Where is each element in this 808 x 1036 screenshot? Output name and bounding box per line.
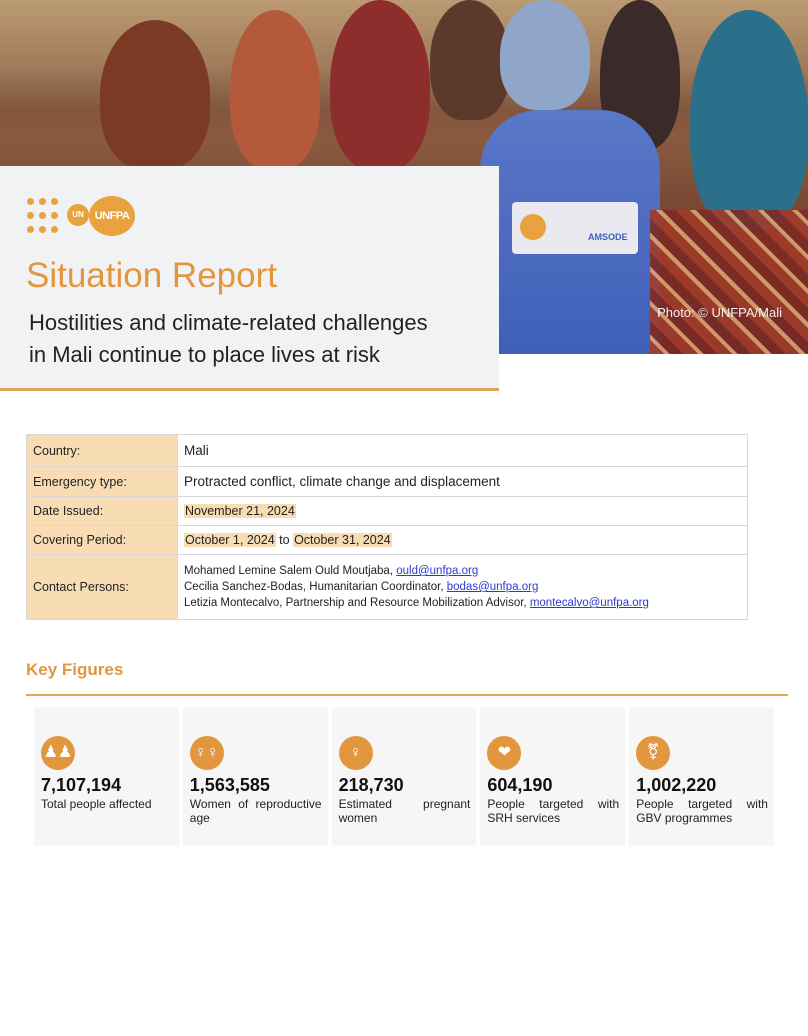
country-value: Mali (178, 435, 748, 467)
people-group-icon: ♟♟ (41, 736, 75, 770)
patterned-rug (650, 210, 808, 354)
figure-value: 604,190 (487, 775, 553, 795)
key-figure-card (183, 707, 328, 846)
table-row-date (27, 497, 748, 526)
country-label: Country: (27, 435, 178, 467)
gender-symbol-icon: ⚧ (636, 736, 670, 770)
figure-value: 1,563,585 (189, 775, 270, 795)
subtitle-line-2: in Mali continue to place lives at risk (29, 342, 380, 367)
section-divider (26, 694, 788, 696)
report-info-table (26, 434, 748, 620)
figure-value: 7,107,194 (41, 775, 122, 795)
key-figure-card (480, 707, 625, 846)
unfpa-wordmark: UNFPA (89, 196, 135, 236)
contacts-label: Contact Persons: (27, 555, 178, 620)
figure-value: 218,730 (338, 775, 404, 795)
key-figure-card (629, 707, 774, 846)
person-figure (230, 10, 320, 170)
heart-plus-icon: ❤ (487, 736, 521, 770)
key-figures-title: Key Figures (26, 660, 124, 679)
emergency-label: Emergency type: (27, 467, 178, 497)
figure-value: 1,002,220 (636, 775, 717, 795)
figure-label: People targeted with GBV programmes (636, 797, 768, 825)
period-to: October 31, 2024 (294, 533, 391, 547)
contact-line (184, 595, 741, 611)
unfpa-logo-icon (520, 214, 546, 240)
person-figure (100, 20, 210, 170)
contact-line (184, 563, 741, 579)
table-row-period (27, 526, 748, 555)
contact-email-link[interactable]: ould@unfpa.org (396, 565, 479, 577)
key-figures-row (34, 707, 774, 846)
table-row-contacts (27, 555, 748, 620)
figure-label: Women of reproductive age (189, 797, 322, 825)
vest-label (512, 202, 638, 254)
person-figure (500, 0, 590, 110)
date-value: November 21, 2024 (185, 504, 295, 518)
date-label: Date Issued: (27, 497, 178, 526)
key-figure-card (34, 707, 179, 846)
emergency-value: Protracted conflict, climate change and displacement (178, 467, 748, 497)
period-to-word: to (279, 533, 290, 547)
contact-line (184, 579, 741, 595)
women-icon: ♀♀ (190, 736, 224, 770)
person-figure (430, 0, 510, 120)
page-title: Situation Report (26, 256, 277, 295)
contact-email-link[interactable]: montecalvo@unfpa.org (529, 597, 649, 609)
person-figure (690, 10, 808, 230)
period-label: Covering Period: (27, 526, 178, 555)
key-figure-card (332, 707, 477, 846)
subtitle-line-1: Hostilities and climate-related challenges (29, 310, 428, 335)
contacts-cell (178, 555, 748, 620)
photo-credit: Photo: © UNFPA/Mali (657, 305, 782, 320)
table-row-emergency (27, 467, 748, 497)
date-cell (178, 497, 748, 526)
pregnant-woman-icon: ♀ (339, 736, 373, 770)
table-row-country (27, 435, 748, 467)
page-subtitle (29, 307, 489, 371)
dots-icon (27, 196, 67, 236)
person-figure (330, 0, 430, 170)
contact-name: Cecilia Sanchez-Bodas, Humanitarian Coordinator, (184, 581, 447, 593)
period-cell (178, 526, 748, 555)
contact-email-link[interactable]: bodas@unfpa.org (446, 581, 539, 593)
figure-label: People targeted with SRH services (487, 797, 620, 825)
figure-label: Total people affected (41, 797, 152, 811)
un-emblem-icon: UN (67, 204, 89, 226)
period-from: October 1, 2024 (185, 533, 275, 547)
contact-name: Mohamed Lemine Salem Ould Moutjaba, (184, 565, 397, 577)
contact-name: Letizia Montecalvo, Partnership and Resource Mobilization Advisor, (184, 597, 530, 609)
figure-label: Estimated pregnant women (338, 797, 471, 825)
unfpa-logo (27, 196, 130, 236)
vest-label-text: AMSODE (588, 232, 628, 242)
